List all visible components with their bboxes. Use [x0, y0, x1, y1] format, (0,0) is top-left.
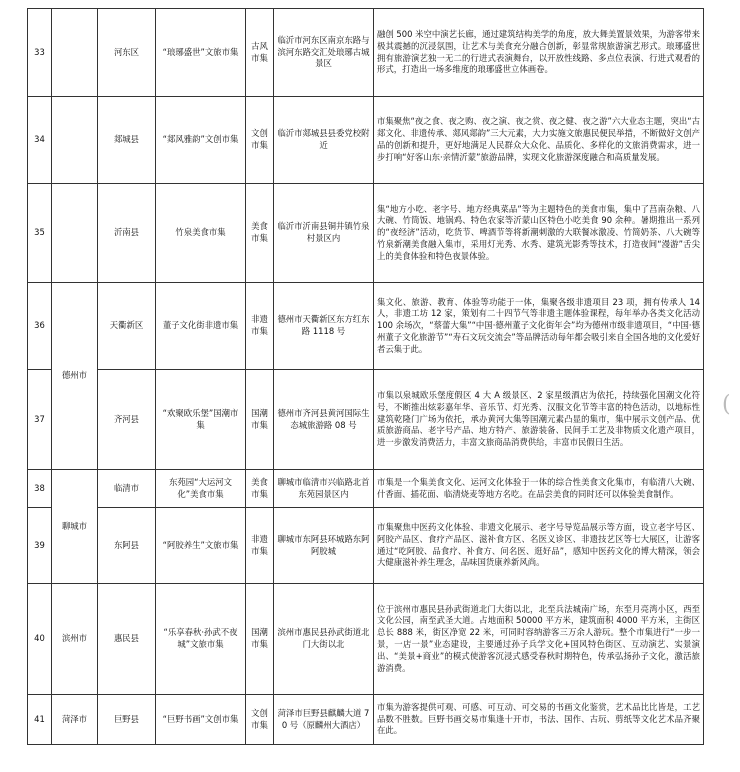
- description-cell: 集“地方小吃、老字号、地方经典菜品”等为主题特色的美食市集，集中了莒南杂粮、八大碗、竹筒饭、地锅鸡、特色农家等沂蒙山区特色小吃美食 90 余种。暑期推出一系列的“夜经济”活动，吃货节、啤酒节等将新潮刺激的大联餐冰激凌、竹简奶茶、八大碗等竹泉新潮美食融入集市，采用灯光秀、水秀、建筑光影秀等技术，打造夜间“漫游”舌尖上的美食体验和特色夜景体验。: [374, 184, 704, 283]
- table-row: [28, 184, 704, 283]
- market-type-cell: 国潮市集: [246, 584, 274, 695]
- table-row: [28, 584, 704, 695]
- market-name-cell: “琅琊盛世”文旅市集: [156, 9, 246, 97]
- county-cell: 河东区: [98, 9, 156, 97]
- city-cell: [52, 184, 98, 283]
- row-number: 35: [28, 184, 52, 283]
- description-cell: 市集聚焦“夜之食、夜之购、夜之演、夜之赏、夜之健、夜之游”六大业态主题，突出“古郯文化、非遗传承、郯风郯韵”三大元素，大力实施文旅惠民便民举措，不断做好文创产品的创新和提升，更好地满足人民群众大众化、品质化、多样化的文旅消费需求，进一步打响“好客山东·亲情沂蒙”旅游品牌，实现文化旅游深度融合和高质量发展。: [374, 97, 704, 184]
- table-row: [28, 370, 704, 470]
- address-cell: 临沂市郯城县县委党校附近: [274, 97, 374, 184]
- row-number: 38: [28, 470, 52, 508]
- description-cell: 位于滨州市惠民县孙武街道北门大街以北，北至兵法城南广场，东至月亮湾小区，西至文化公园，南至武圣大道。占地面积 50000 平方米，建筑面积 4000 平方米，主街区总长 888 米，街区净宽 22 米，可同时容纳游客三万余人游玩。整个市集进行“一步一景，一店一景”业态建设，主要通过孙子兵学文化+国风特色街区、互动演艺、实景演出、“美景+商业”的模式使游客沉浸式感受春秋时期特色，传承弘扬孙子文化，激活旅游消费。: [374, 584, 704, 695]
- row-number: 37: [28, 370, 52, 470]
- table-row: [28, 695, 704, 745]
- county-cell: 天衢新区: [98, 283, 156, 370]
- table-row: [28, 283, 704, 370]
- market-type-cell: 美食市集: [246, 184, 274, 283]
- description-cell: 市集是一个集美食文化、运河文化体验于一体的综合性美食文化集市，有临清八大碗、什香面、插花面、临清烧麦等地方名吃。在品尝美食的同时还可以体验美食制作。: [374, 470, 704, 508]
- city-cell: 滨州市: [52, 584, 98, 695]
- market-name-cell: “乐享春秋·孙武不夜城”文旅市集: [156, 584, 246, 695]
- address-cell: 滨州市惠民县孙武街道北门大街以北: [274, 584, 374, 695]
- market-table: [27, 8, 704, 745]
- market-type-cell: 美食市集: [246, 470, 274, 508]
- row-number: 34: [28, 97, 52, 184]
- market-name-cell: “欢聚欧乐堡”国潮市集: [156, 370, 246, 470]
- market-name-cell: “阿胶养生”文旅市集: [156, 508, 246, 584]
- market-name-cell: “郯风雅韵”文创市集: [156, 97, 246, 184]
- row-number: 39: [28, 508, 52, 584]
- address-cell: 菏泽市巨野县麒麟大道 70 号（原麟州大酒店）: [274, 695, 374, 745]
- market-name-cell: 竹泉美食市集: [156, 184, 246, 283]
- table-row: [28, 508, 704, 584]
- city-cell: [52, 9, 98, 97]
- description-cell: 市集为游客提供可观、可感、可互动、可交易的书画文化鉴赏，艺术品比比皆是，工艺品数不胜数。巨野书画交易市集逢十开市，书法、国作、古玩、剪纸等文化艺术品齐聚在此。: [374, 695, 704, 745]
- city-cell: 德州市: [52, 283, 98, 470]
- description-cell: 集文化、旅游、教育、体验等功能于一体，集聚各级非遗项目 23 项，拥有传承人 14 人，非遗工坊 12 家，策划有二十四节气等非遗主题体验课程，每年举办各类文化活动 100 余场次，“蔡蕾大集”“中国·德州董子文化街年会”均为德州市级非遗项目，“中国·德州董子文化旅游节”“寿石文玩交流会”等品牌活动每年都会吸引来自全国各地的文化爱好者云集于此。: [374, 283, 704, 370]
- address-cell: 临沂市河东区南京东路与滨河东路交汇处琅琊古城景区: [274, 9, 374, 97]
- row-number: 36: [28, 283, 52, 370]
- address-cell: 聊城市临清市兴临路北首东苑园景区内: [274, 470, 374, 508]
- county-cell: 东阿县: [98, 508, 156, 584]
- address-cell: 临沂市沂南县铜井镇竹泉村景区内: [274, 184, 374, 283]
- county-cell: 齐河县: [98, 370, 156, 470]
- row-number: 40: [28, 584, 52, 695]
- county-cell: 郯城县: [98, 97, 156, 184]
- table-row: [28, 470, 704, 508]
- table-row: [28, 9, 704, 97]
- city-cell: 聊城市: [52, 470, 98, 584]
- address-cell: 德州市天衢新区东方红东路 1118 号: [274, 283, 374, 370]
- market-type-cell: 文创市集: [246, 97, 274, 184]
- market-name-cell: 董子文化街非遗市集: [156, 283, 246, 370]
- table-row: [28, 97, 704, 184]
- city-cell: 菏泽市: [52, 695, 98, 745]
- county-cell: 巨野县: [98, 695, 156, 745]
- address-cell: 聊城市东阿县环城路东阿阿胶城: [274, 508, 374, 584]
- cropped-edge-mark: (: [722, 392, 731, 417]
- market-type-cell: 国潮市集: [246, 370, 274, 470]
- county-cell: 惠民县: [98, 584, 156, 695]
- market-name-cell: 东苑园“大运河文化”美食市集: [156, 470, 246, 508]
- description-cell: 市集以泉城欧乐堡度假区 4 大 A 级景区、2 家星级酒店为依托，持续强化国潮文化符号，不断推出炫彩嘉年华、音乐节、灯光秀、汉服文化节等丰富的特色活动，以地标性建筑乾隆门广场为依托，承办黄河大集等国潮元素凸显的集市，集中展示文创产品、优质旅游商品、老字号产品、地方特产、旅游装备、民间手工艺及非物质文化遗产项目，进一步激发消费活力，丰富文旅商品消费供给，丰富市民假日生活。: [374, 370, 704, 470]
- city-cell: [52, 97, 98, 184]
- market-name-cell: “巨野书画”文创市集: [156, 695, 246, 745]
- market-type-cell: 文创市集: [246, 695, 274, 745]
- description-cell: 市集聚焦中医药文化体验、非遗文化展示、老字号导览品展示等方面，设立老字号区、阿胶产品区、食疗产品区、滋补食方区、名医义诊区、非遗技艺区等七大展区，让游客通过“吃阿胶、品食疗、补食方、问名医、逛好品”，感知中医药文化的博大精深，领会大健康滋补养生理念，品味国货康养新风尚。: [374, 508, 704, 584]
- county-cell: 沂南县: [98, 184, 156, 283]
- address-cell: 德州市齐河县黄河国际生态城旅游路 08 号: [274, 370, 374, 470]
- market-type-cell: 非遗市集: [246, 508, 274, 584]
- row-number: 41: [28, 695, 52, 745]
- market-type-cell: 古风市集: [246, 9, 274, 97]
- description-cell: 融创 500 米空中演艺长廊，通过建筑结构美学的角度，放大舞美置景效果，为游客带来极其震撼的沉浸氛围，让艺术与美食充分融合创新，彰显常规旅游演艺形式。琅琊盛世拥有旅游演艺独一无二的行进式表演舞台，以开放性线路、多点位表演、行进式观看的形式，打造出一场多维度的琅琊盛世立体画卷。: [374, 9, 704, 97]
- market-type-cell: 非遗市集: [246, 283, 274, 370]
- row-number: 33: [28, 9, 52, 97]
- county-cell: 临清市: [98, 470, 156, 508]
